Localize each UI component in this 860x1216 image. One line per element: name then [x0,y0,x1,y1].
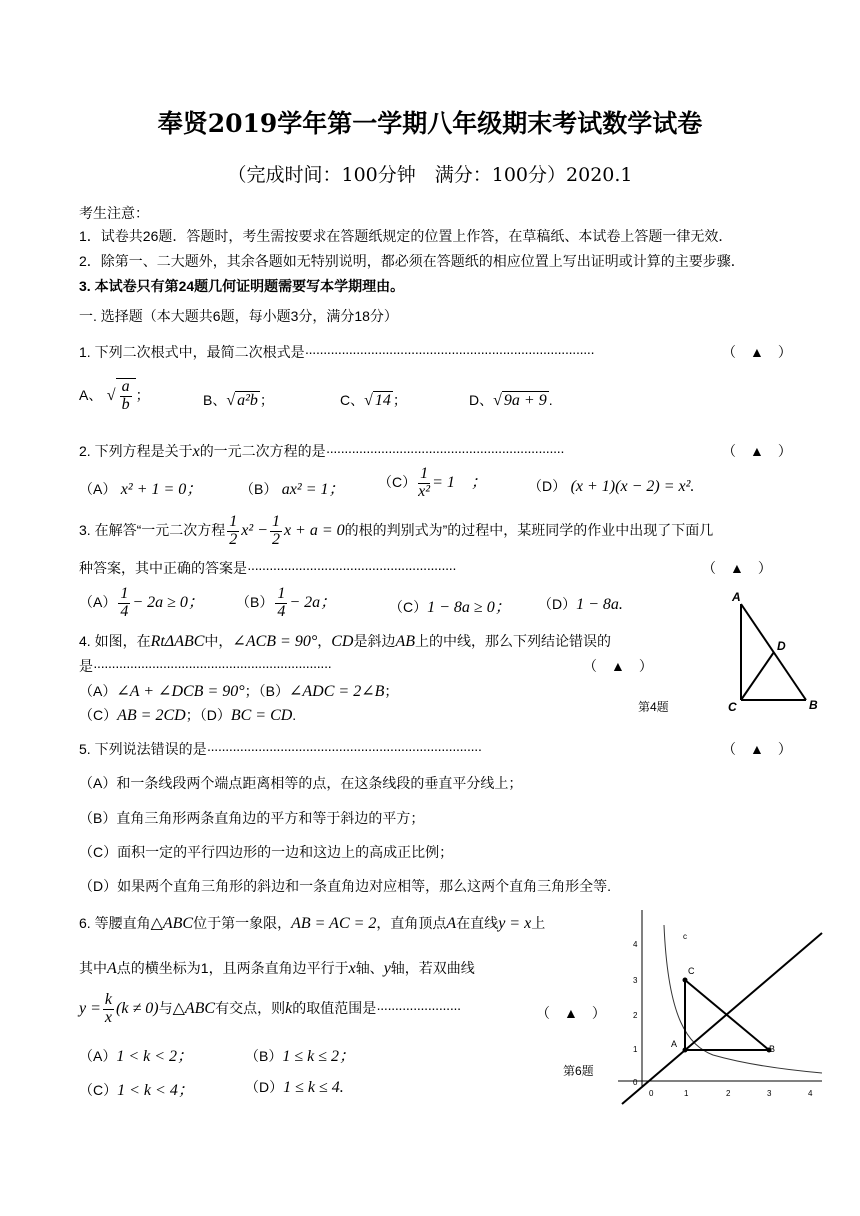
x-tick-labels [649,1089,813,1098]
q4-line2: 是································································· [79,658,332,674]
q1-stem: 1. 下列二次根式中，最简二次根式是··············································································· [79,344,594,360]
q5-option-b: （B）直角三角形两条直角边的平方和等于斜边的平方； [79,810,425,826]
label-d: D [777,639,786,653]
q4-answer-slot: （ ▲ ） [583,658,653,674]
q6-option-d: （D）1 ≤ k ≤ 4. [245,1079,344,1096]
q2-option-d: （D） (x + 1)(x − 2) = x². [528,478,695,495]
q6-option-b: （B）1 ≤ k ≤ 2； [245,1048,356,1065]
q3-option-a: （A） $\frac{1}{4}$ − 2a ≥ 0； [79,585,204,620]
q6-line3: y = $\frac{k}{x}$ (k ≠ 0)与△ABC有交点，则k的取值范围是······················· [79,991,461,1026]
y-tick-0: 0 [633,1078,638,1087]
q6-line1: 6. 等腰直角△ABC位于第一象限，AB = AC = 2，直角顶点A在直线y = x上 [79,915,546,932]
q3-option-b: （B） $\frac{1}{4}$ − 2a； [236,585,337,620]
q1-answer-slot: （ ▲ ） [722,344,792,360]
y-tick-labels [633,940,638,1087]
q2-option-b: （B） ax² = 1； [240,481,345,498]
x-tick-0: 0 [649,1089,654,1098]
y-tick-3: 3 [633,976,638,985]
q4-figure-caption: 第4题 [638,700,669,714]
q4-stem: 4. 如图，在RtΔABC中，∠ACB = 90°，CD是斜边AB上的中线，那么下列结论错误的 [79,633,612,650]
point-a [683,1048,688,1053]
note-item-1: 1．试卷共26题．答题时，考生需按要求在答题纸规定的位置上作答，在草稿纸、本试卷上答题一律无效． [79,228,733,244]
q4-options-ab: （A）∠A + ∠DCB = 90°；（B）∠ADC = 2∠B； [79,683,399,700]
q2-option-c: （C） $\frac{1}{\text{x²}}$ = 1 ； [378,465,487,500]
label-c: C [728,700,737,714]
q3-stem: 3. 在解答“一元二次方程 $\frac{1}{2}$ x² − $\frac{1}{2}$ x + a = 0的根的判别式为”的过程中，某班同学的作业中出现了下面几 [79,513,714,548]
q5-option-a: （A）和一条线段两个端点距离相等的点，在这条线段的垂直平分线上； [79,775,523,791]
x-tick-3: 3 [767,1089,772,1098]
q2-answer-slot: （ ▲ ） [722,443,792,459]
q1-option-b: B、√ a²b ； [203,392,274,409]
y-tick-2: 2 [633,1011,638,1020]
q6-option-a: （A）1 < k < 2； [79,1048,194,1065]
q6-line2: 其中A点的横坐标为1，且两条直角边平行于x轴、y轴，若双曲线 [79,960,475,977]
label-b: B [769,1044,776,1054]
y-tick-4: 4 [633,940,638,949]
q6-answer-slot: （ ▲ ） [536,1005,606,1021]
label-a: A [671,1039,678,1049]
page-title: 奉贤2019学年第一学期八年级期末考试数学试卷 [157,109,703,138]
q1-options: A、 √ $\frac{a}{b}$ ； [79,378,150,413]
section-heading: 一. 选择题（本大题共6题，每小题3分，满分18分） [79,308,398,324]
q2-stem: 2. 下列方程是关于x的一元二次方程的是································································· [79,443,564,460]
q6-option-c: （C）1 < k < 4； [79,1082,194,1099]
q6-figure-caption: 第6题 [563,1064,594,1078]
label-c: C [688,966,695,976]
q6-figure [618,910,826,1106]
q3-line2: 种答案，其中正确的答案是························································· [79,560,456,576]
note-item-3: 3. 本试卷只有第24题几何证明题需要写本学期理由。 [79,278,405,294]
q5-option-d: （D）如果两个直角三角形的斜边和一条直角边对应相等，那么这两个直角三角形全等. [79,878,611,894]
y-tick-1: 1 [633,1045,638,1054]
q1-option-c: C、√ 14 ； [340,392,407,409]
q2-option-a: （A） x² + 1 = 0； [79,481,203,498]
q1-option-a-math: √ $\frac{a}{b}$ [107,378,136,414]
line-y-equals-x [622,933,822,1104]
page-subtitle: （完成时间：100分钟 满分：100分）2020.1 [227,164,633,186]
label-b: B [809,698,818,712]
q3-option-d: （D）1 − 8a. [538,596,623,613]
point-c [683,978,688,983]
x-tick-4: 4 [808,1089,813,1098]
x-tick-2: 2 [726,1089,731,1098]
median-cd [741,652,774,700]
label-curve: c [683,932,687,941]
q5-stem: 5. 下列说法错误的是··········································································· [79,741,482,757]
q3-option-c: （C）1 − 8a ≥ 0； [389,599,511,616]
note-item-2: 2．除第一、二大题外，其余各题如无特别说明，都必须在答题纸的相应位置上写出证明或计算的主要步骤． [79,253,745,269]
x-tick-1: 1 [684,1089,689,1098]
notes-heading: 考生注意： [79,205,149,221]
q3-answer-slot: （ ▲ ） [702,560,772,576]
q1-option-d: D、√ 9a + 9 . [469,392,553,409]
label-a: A [732,590,741,604]
q4-figure [722,588,822,714]
q5-option-c: （C）面积一定的平行四边形的一边和这边上的高成正比例； [79,844,454,860]
q5-answer-slot: （ ▲ ） [722,741,792,757]
q4-options-cd: （C）AB = 2CD；（D）BC = CD. [79,707,297,724]
